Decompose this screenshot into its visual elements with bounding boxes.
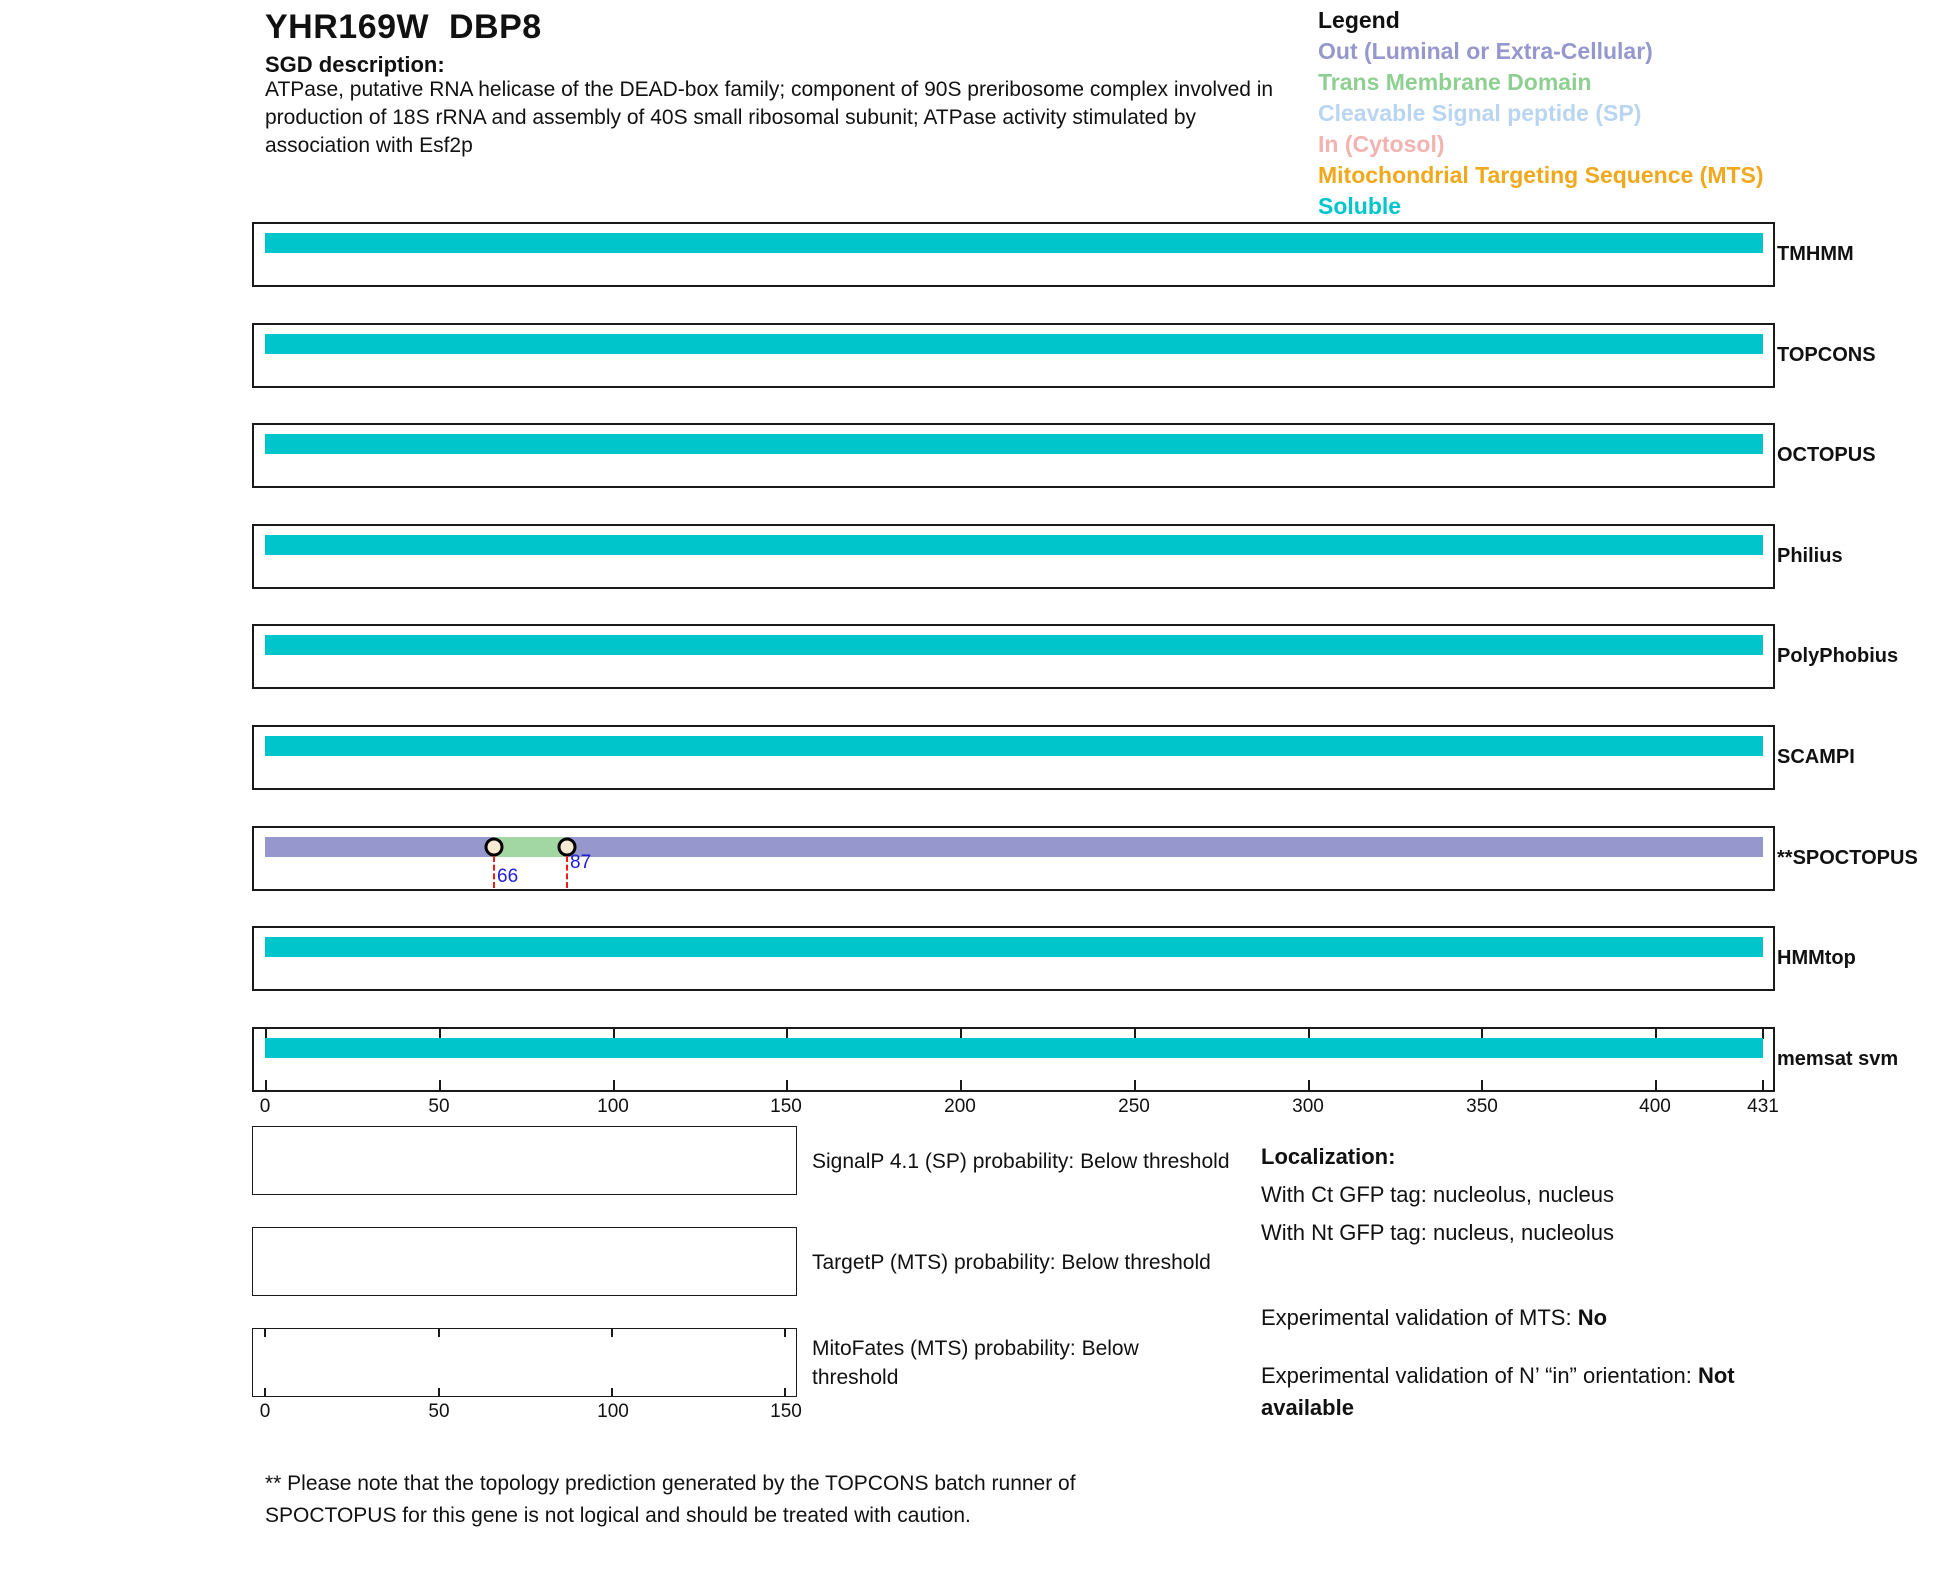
axis-tick-label: 350 [1466, 1096, 1498, 1117]
legend-item-tm: Trans Membrane Domain [1318, 69, 1592, 95]
track-hmmtop [252, 926, 1775, 991]
targetp-label: TargetP (MTS) probability: Below threshold [812, 1250, 1211, 1274]
mitofates-label: MitoFates (MTS) probability: Below threshold [812, 1337, 1139, 1389]
track-polyphobius [252, 624, 1775, 689]
legend-title: Legend [1318, 7, 1400, 33]
tm-start-dashed-line [493, 856, 495, 888]
track-label-topcons: TOPCONS [1777, 344, 1876, 366]
track-label-polyphobius: PolyPhobius [1777, 645, 1899, 667]
soluble-bar [265, 233, 1763, 253]
axis-tick-label: 0 [259, 1096, 271, 1117]
axis-tick-label: 50 [428, 1401, 450, 1422]
track-label-spoctopus: **SPOCTOPUS [1777, 847, 1918, 869]
axis-tick-label: 300 [1292, 1096, 1324, 1117]
axis-tick-label: 100 [597, 1096, 629, 1117]
orientation-validation-line1: Experimental validation of N’ “in” orientation: Not [1261, 1363, 1735, 1388]
track-label-philius: Philius [1777, 545, 1843, 567]
axis-tick-label: 200 [944, 1096, 976, 1117]
description-line: association with Esf2p [265, 134, 473, 157]
residue-axis [252, 1096, 1779, 1118]
trans-membrane-segment [494, 837, 567, 857]
footnote: ** Please note that the topology prediction generated by the TOPCONS batch runner of SPOCTOPUS for this gene is not logical and should be treated with caution. [265, 1472, 1076, 1527]
localization-ct: With Ct GFP tag: nucleolus, nucleus [1261, 1182, 1614, 1207]
track-topcons [252, 323, 1775, 388]
tm-start-residue: 66 [497, 866, 519, 887]
tm-end-dashed-line [566, 856, 568, 888]
track-label-hmmtop: HMMtop [1777, 947, 1856, 969]
axis-tick-label: 0 [259, 1401, 271, 1422]
soluble-bar [265, 535, 1763, 555]
signalp-plot [252, 1126, 797, 1195]
sgd-description-text [265, 76, 1273, 160]
track-memsat-svm [252, 1027, 1775, 1092]
sgd-description-label: SGD description: [265, 52, 445, 77]
description-line: production of 18S rRNA and assembly of 40S small ribosomal subunit; ATPase activity stimulated by [265, 106, 1197, 129]
soluble-bar [265, 635, 1763, 655]
track-label-memsat-svm: memsat svm [1777, 1048, 1899, 1070]
mitofates-plot [252, 1328, 797, 1397]
tm-start-marker-icon [485, 838, 504, 857]
mts-validation: Experimental validation of MTS: No [1261, 1305, 1608, 1330]
legend-item-out: Out (Luminal or Extra-Cellular) [1318, 38, 1653, 64]
legend [1318, 5, 1764, 222]
axis-tick-label: 400 [1639, 1096, 1671, 1117]
axis-tick-label: 431 [1747, 1096, 1779, 1117]
track-tmhmm [252, 222, 1775, 287]
description-line: ATPase, putative RNA helicase of the DEAD-box family; component of 90S preribosome complex involved in [265, 78, 1274, 101]
soluble-bar [265, 736, 1763, 756]
track-label-tmhmm: TMHMM [1777, 243, 1854, 265]
axis-tick-label: 50 [428, 1096, 450, 1117]
soluble-bar [265, 937, 1763, 957]
track-octopus [252, 423, 1775, 488]
tm-end-residue: 87 [570, 852, 592, 873]
targetp-plot [252, 1227, 797, 1296]
axis-tick-label: 250 [1118, 1096, 1150, 1117]
legend-item-soluble: Soluble [1318, 193, 1402, 219]
page-title: YHR169W DBP8 [265, 8, 542, 46]
track-philius [252, 524, 1775, 589]
track-label-scampi: SCAMPI [1777, 746, 1855, 768]
mitofates-tick-strip [264, 1329, 785, 1396]
legend-item-mts: Mitochondrial Targeting Sequence (MTS) [1318, 162, 1764, 188]
soluble-bar [265, 1038, 1763, 1058]
soluble-bar [265, 434, 1763, 454]
orientation-validation-line2: available [1261, 1395, 1354, 1420]
track-label-octopus: OCTOPUS [1777, 444, 1876, 466]
axis-tick-label: 150 [770, 1096, 802, 1117]
axis-tick-label: 150 [770, 1401, 802, 1422]
signalp-label: SignalP 4.1 (SP) probability: Below threshold [812, 1149, 1230, 1173]
track-spoctopus [252, 826, 1775, 891]
soluble-bar [265, 334, 1763, 354]
localization-nt: With Nt GFP tag: nucleus, nucleolus [1261, 1220, 1614, 1245]
localization-heading: Localization: [1261, 1144, 1396, 1169]
mitofates-axis [252, 1401, 802, 1423]
track-scampi [252, 725, 1775, 790]
legend-item-in: In (Cytosol) [1318, 131, 1445, 157]
legend-item-sp: Cleavable Signal peptide (SP) [1318, 100, 1642, 126]
axis-tick-label: 100 [597, 1401, 629, 1422]
